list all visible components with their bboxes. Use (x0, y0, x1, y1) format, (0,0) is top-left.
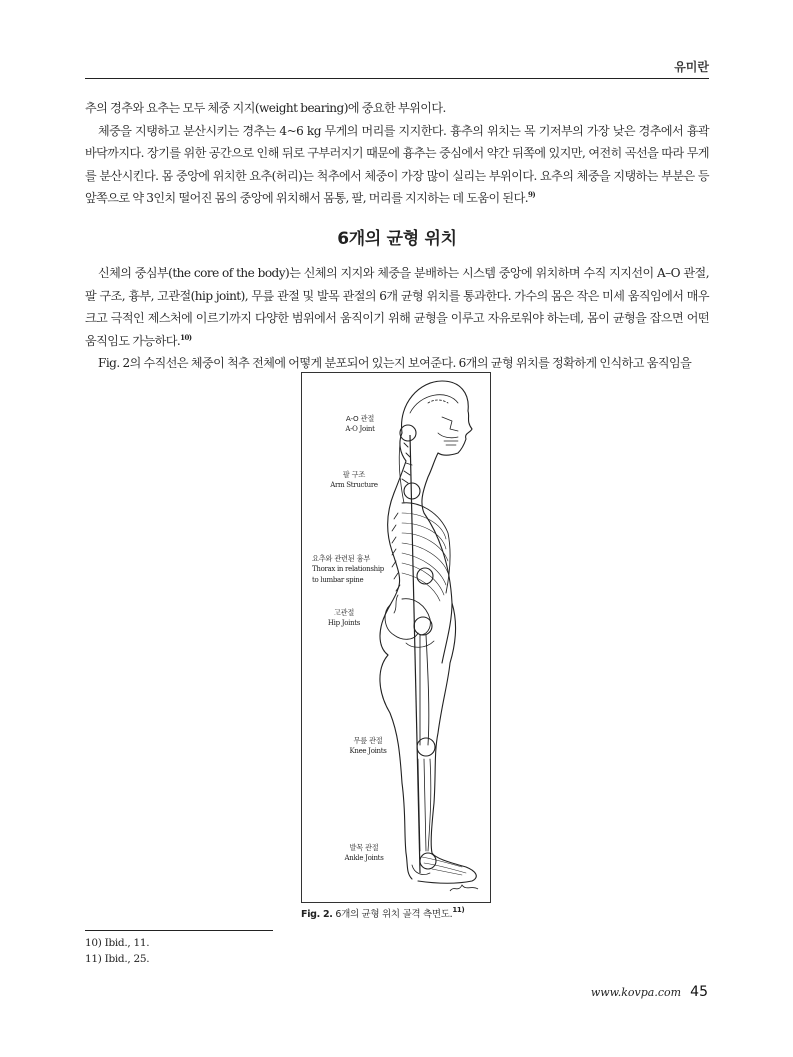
page-number: 45 (690, 984, 708, 1000)
figure-label-hip-joints: 고관절 Hip Joints (327, 608, 361, 627)
figure-number: Fig. 2. (301, 909, 333, 920)
figure-caption-text: 6개의 균형 위치 골격 측면도. (335, 909, 453, 920)
section-heading: 6개의 균형 위치 (337, 229, 457, 249)
footnote-ref: 11) (452, 906, 465, 914)
body-text-top (85, 97, 709, 210)
footnote-10: 10) Ibid., 11. (85, 937, 150, 949)
footer-website: www.kovpa.com (590, 986, 682, 999)
footnote-11: 11) Ibid., 25. (85, 953, 150, 965)
body-text-section (85, 262, 709, 375)
paragraph: 신체의 중심부(the core of the body)는 신체의 지지와 체중을 분배하는 시스템 중앙에 위치하며 수직 지지선이 A–O 관절, 팔 구조, 흉부, 고관절(hip joint), 무릎 관절 및 발목 관절의 6개 균형 위치를 통과한다. 가수의 몸은 작은 미세 움직임에서 매우 크고 극적인 제스처에 이르기까지 다양한 범위에서 움직이기 위해 균형을 이루고 자유로워야 하는데, 몸이 균형을 잡으면 어떤 움직임도 가능하다.$^{10)}$ (85, 266, 709, 348)
figure-label-knee-joints: 무릎 관절 Knee Joints (349, 736, 387, 755)
figure-label-thorax: 요추와 관련된 흉부 Thorax in relationship to lumbar spine (312, 554, 384, 584)
footnotes (85, 935, 149, 967)
figure-label-arm-structure: 팔 구조 Arm Structure (330, 470, 378, 489)
figure-label-ao-joint: A-O 관절 A-O Joint (345, 414, 375, 433)
running-header (85, 56, 709, 79)
figure-caption (301, 906, 464, 920)
paragraph: 체중을 지탱하고 분산시키는 경추는 4~6 kg 무게의 머리를 지지한다. 흉추의 위치는 목 기저부의 가장 낮은 경추에서 흉곽 바닥까지다. 장기를 위한 공간으로 인해 뒤로 구부러지기 때문에 흉추는 중심에서 약간 뒤쪽에 있지만, 여전히 곡선을 따라 무게를 분산시킨다. 몸 중앙에 위치한 요추(허리)는 척추에서 체중이 가장 많이 실리는 부위이다. 요추의 체중을 지탱하는 부분은 등 앞쪽으로 약 3인치 떨어진 몸의 중앙에 위치해서 몸통, 팔, 머리를 지지하는 데 도움이 된다.$^{9)}$ (85, 123, 709, 205)
footnote-ref: 9) (528, 190, 536, 199)
skeleton-side-view-illustration (302, 373, 490, 902)
header-author: 유미란 (674, 60, 709, 74)
footnote-ref: 10) (180, 332, 192, 342)
figure-label-ankle-joints: 발목 관절 Ankle Joints (344, 843, 384, 862)
footnote-divider (85, 930, 273, 931)
paragraph: Fig. 2의 수직선은 체중이 척추 전체에 어떻게 분포되어 있는지 보여준다. 6개의 균형 위치를 정확하게 인식하고 움직임을 (98, 356, 692, 370)
paragraph: 추의 경추와 요추는 모두 체중 지지(weight bearing)에 중요한 부위이다. (85, 101, 446, 115)
skeleton-figure (301, 372, 491, 903)
page-footer (591, 981, 708, 1000)
